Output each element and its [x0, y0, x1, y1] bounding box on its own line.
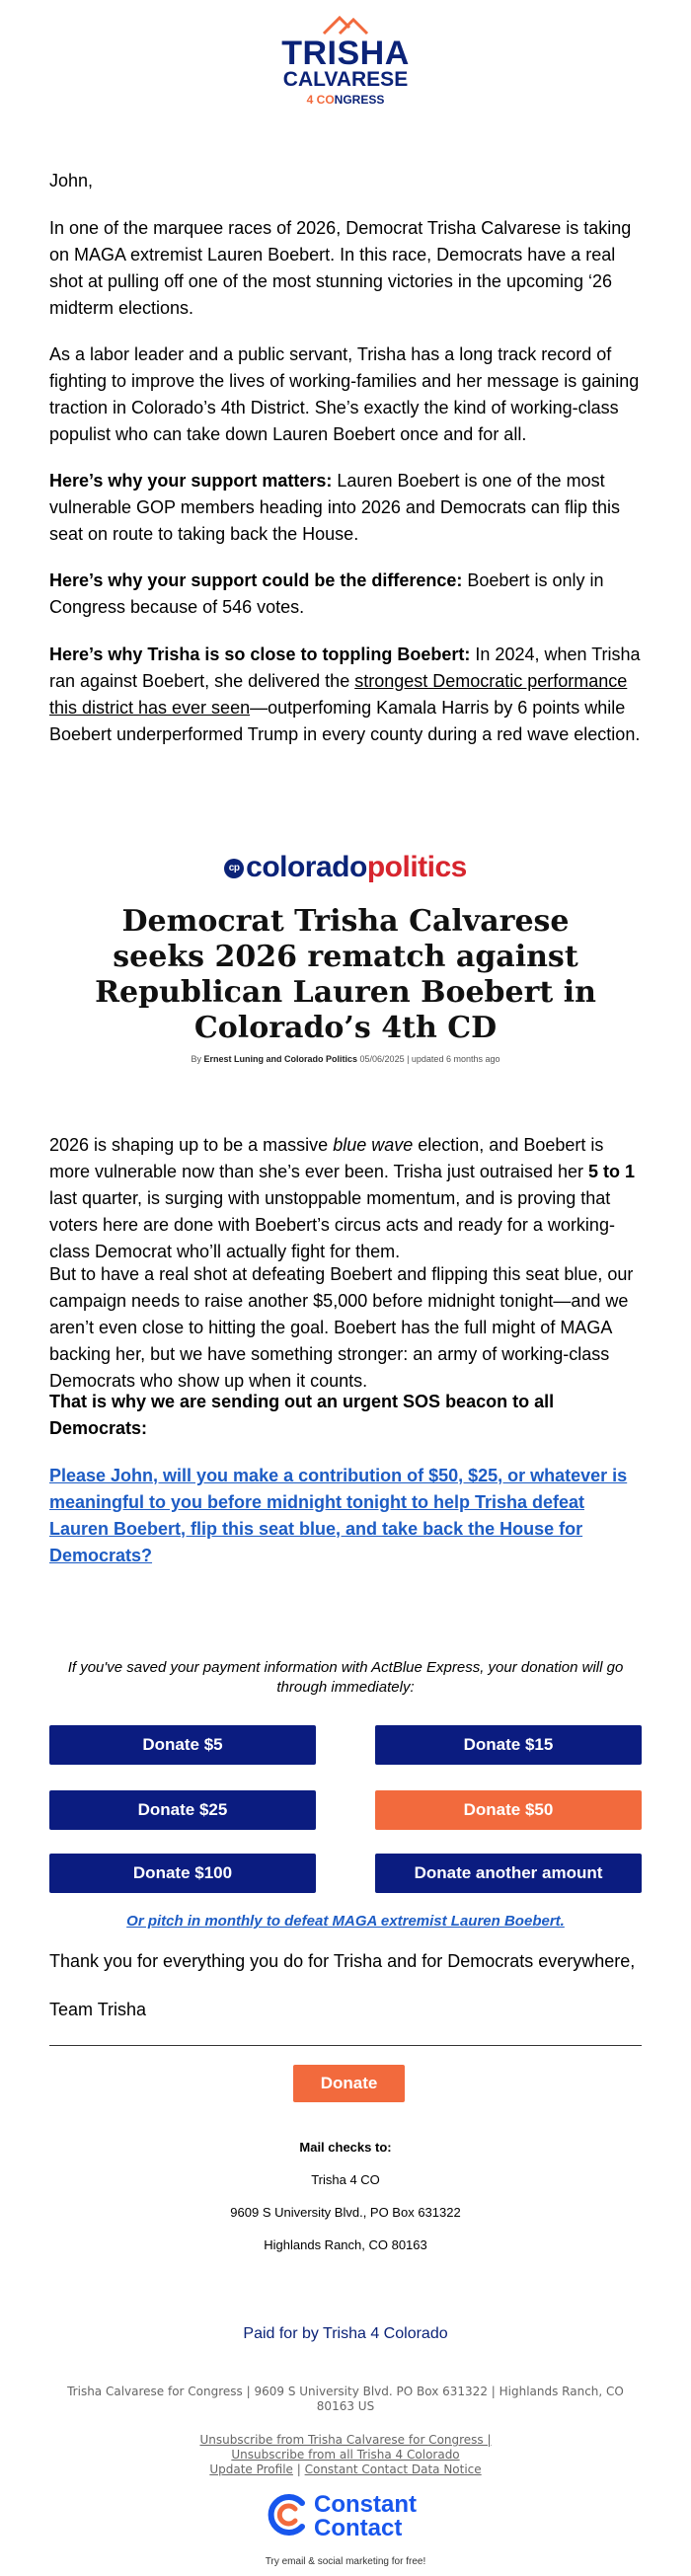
cc-line-2: Contact [314, 2515, 403, 2541]
contribution-cta-link[interactable]: Please John, will you make a contribution of $50, $25, or whatever is meaningful to you before midnight tonight to help Trisha defeat Lauren Boebert, flip this seat blue, and take back the House for Democrats? [49, 1466, 628, 1565]
closing-signoff [49, 1997, 642, 2023]
donate-15-button[interactable]: Donate $15 [375, 1725, 642, 1765]
monthly-pitch-link[interactable]: Or pitch in monthly to defeat MAGA extremist Lauren Boebert. [126, 1913, 565, 1930]
paragraph-2: As a labor leader and a public servant, Trisha has a long track record of fighting to improve the lives of working-families and her message is gaining traction in Colorado’s 4th District. She’s exactly the kind of working-class populist who can take down Lauren Boebert once and for all. [49, 344, 640, 444]
footer-sep: | [292, 2462, 305, 2476]
cc-line-1: Constant [314, 2491, 417, 2518]
paragraph-blue-wave [49, 1132, 642, 1265]
greeting-text: John, [49, 171, 94, 190]
strongest-performance-link[interactable]: strongest Democratic performance this district has ever seen [49, 671, 628, 718]
constant-contact-wordmark [314, 2493, 417, 2540]
donate-other-amount-button[interactable]: Donate another amount [375, 1854, 642, 1893]
difference-heading: Here’s why your support could be the difference: [49, 570, 463, 590]
cp-brand-2: politics [366, 851, 467, 883]
blue-wave-bold: 5 to 1 [587, 1162, 635, 1181]
greeting [49, 168, 642, 194]
paid-for-disclaimer: Paid for by Trisha 4 Colorado [243, 2325, 448, 2342]
actblue-express-note: If you've saved your payment information with ActBlue Express, your donation will go through immediately: [67, 1659, 624, 1696]
toppling-text-a: In 2024, when Trisha ran against Boebert, she delivered the [49, 644, 641, 691]
logo-name-last: CALVARESE [282, 68, 409, 91]
donate-25-button[interactable]: Donate $25 [49, 1790, 316, 1830]
paragraph-1: In one of the marquee races of 2026, Democrat Trisha Calvarese is taking on MAGA extremist Lauren Boebert. In this race, Democrats have a real shot at pulling off one of the most stunning victories in the upcoming ‘26 midterm elections. [49, 218, 632, 318]
blue-wave-text-c: last quarter, is surging with unstoppable momentum, and is proving that voters here are done with Boebert’s circus acts and ready for a working-class Democrat who’ll actually fight for them. [49, 1188, 615, 1261]
cp-badge-icon: cp [224, 859, 244, 878]
paragraph-sos [49, 1389, 642, 1442]
logo-tagline-rest: NGRESS [334, 93, 385, 107]
constant-contact-tagline[interactable]: Try email & social marketing for free! [265, 2556, 426, 2567]
data-notice-link[interactable]: Constant Contact Data Notice [304, 2462, 482, 2476]
paragraph-goal [49, 1261, 642, 1395]
paragraph-labor [49, 341, 642, 448]
campaign-logo [0, 0, 691, 118]
update-profile-link[interactable]: Update Profile [209, 2462, 293, 2476]
logo-name-first: TRISHA [281, 35, 410, 72]
sos-text: That is why we are sending out an urgent SOS beacon to all Democrats: [49, 1392, 555, 1438]
article-byline [0, 1054, 691, 1064]
toppling-heading: Here’s why Trisha is so close to toppling Boebert: [49, 644, 471, 664]
toppling-text-b: —outperfoming Kamala Harris by 6 points while Boebert underperformed Trump in every county during a red wave election. [49, 698, 641, 744]
logo-tagline [0, 93, 691, 107]
support-matters-heading: Here’s why your support matters: [49, 471, 333, 491]
paragraph-intro [49, 215, 642, 322]
closing-thanks [49, 1948, 642, 1975]
paragraph-toppling [49, 642, 642, 748]
paragraph-7: But to have a real shot at defeating Boebert and flipping this seat blue, our campaign needs to raise another $5,000 before midnight tonight—and we aren’t even close to hitting the goal. Boebert has the full might of MAGA backing her, but we have something stronger: an army of working-class Democrats who show up when it counts. [49, 1264, 634, 1391]
mail-heading: Mail checks to: [299, 2140, 392, 2155]
colorado-politics-logo [0, 851, 691, 884]
thanks-text: Thank you for everything you do for Trisha and for Democrats everywhere, [49, 1951, 636, 1971]
constant-contact-logo[interactable] [267, 2491, 434, 2550]
blue-wave-text-b: election, and Boebert is more vulnerable now than she’s ever been. Trisha just outraised her [49, 1135, 604, 1181]
article-headline: Democrat Trisha Calvarese seeks 2026 rematch against Republican Lauren Boebert in Colorado’s 4th CD [95, 904, 596, 1045]
mail-line-3: Highlands Ranch, CO 80163 [264, 2237, 427, 2252]
byline-date: 05/06/2025 | updated 6 months ago [357, 1054, 500, 1064]
donate-100-button[interactable]: Donate $100 [49, 1854, 316, 1893]
signoff-text: Team Trisha [49, 2000, 147, 2019]
support-matters-text: Lauren Boebert is one of the most vulnerable GOP members heading into 2026 and Democrats can flip this seat on route to taking back the House. [49, 471, 620, 544]
blue-wave-text-a: 2026 is shaping up to be a massive [49, 1135, 334, 1155]
difference-text: Boebert is only in Congress because of 546 votes. [49, 570, 604, 617]
logo-tagline-number: 4 CO [306, 93, 335, 107]
constant-contact-icon [267, 2493, 310, 2537]
footer-address: Trisha Calvarese for Congress | 9609 S University Blvd. PO Box 631322 | Highlands Ranch, CO 80163 US [67, 2385, 624, 2413]
footer-links [59, 2433, 632, 2477]
donate-50-button[interactable]: Donate $50 [375, 1790, 642, 1830]
cp-brand-1: colorado [246, 851, 367, 883]
mail-line-2: 9609 S University Blvd., PO Box 631322 [230, 2205, 461, 2220]
byline-prefix: By [191, 1054, 204, 1064]
donate-5-button[interactable]: Donate $5 [49, 1725, 316, 1765]
donate-button[interactable]: Donate [293, 2065, 405, 2102]
roof-logo-icon [316, 12, 375, 36]
divider [49, 2045, 642, 2046]
byline-authors: Ernest Luning and Colorado Politics [203, 1054, 358, 1064]
paragraph-difference [49, 568, 642, 621]
blue-wave-italic: blue wave [333, 1135, 414, 1155]
unsubscribe-all-link[interactable]: Unsubscribe from all Trisha 4 Colorado [231, 2448, 460, 2462]
cta-paragraph[interactable] [49, 1463, 642, 1569]
unsubscribe-link[interactable]: Unsubscribe from Trisha Calvarese for Congress | [199, 2433, 492, 2447]
mail-line-1: Trisha 4 CO [311, 2172, 380, 2187]
paragraph-support-matters [49, 468, 642, 548]
article-card[interactable] [0, 851, 691, 1064]
